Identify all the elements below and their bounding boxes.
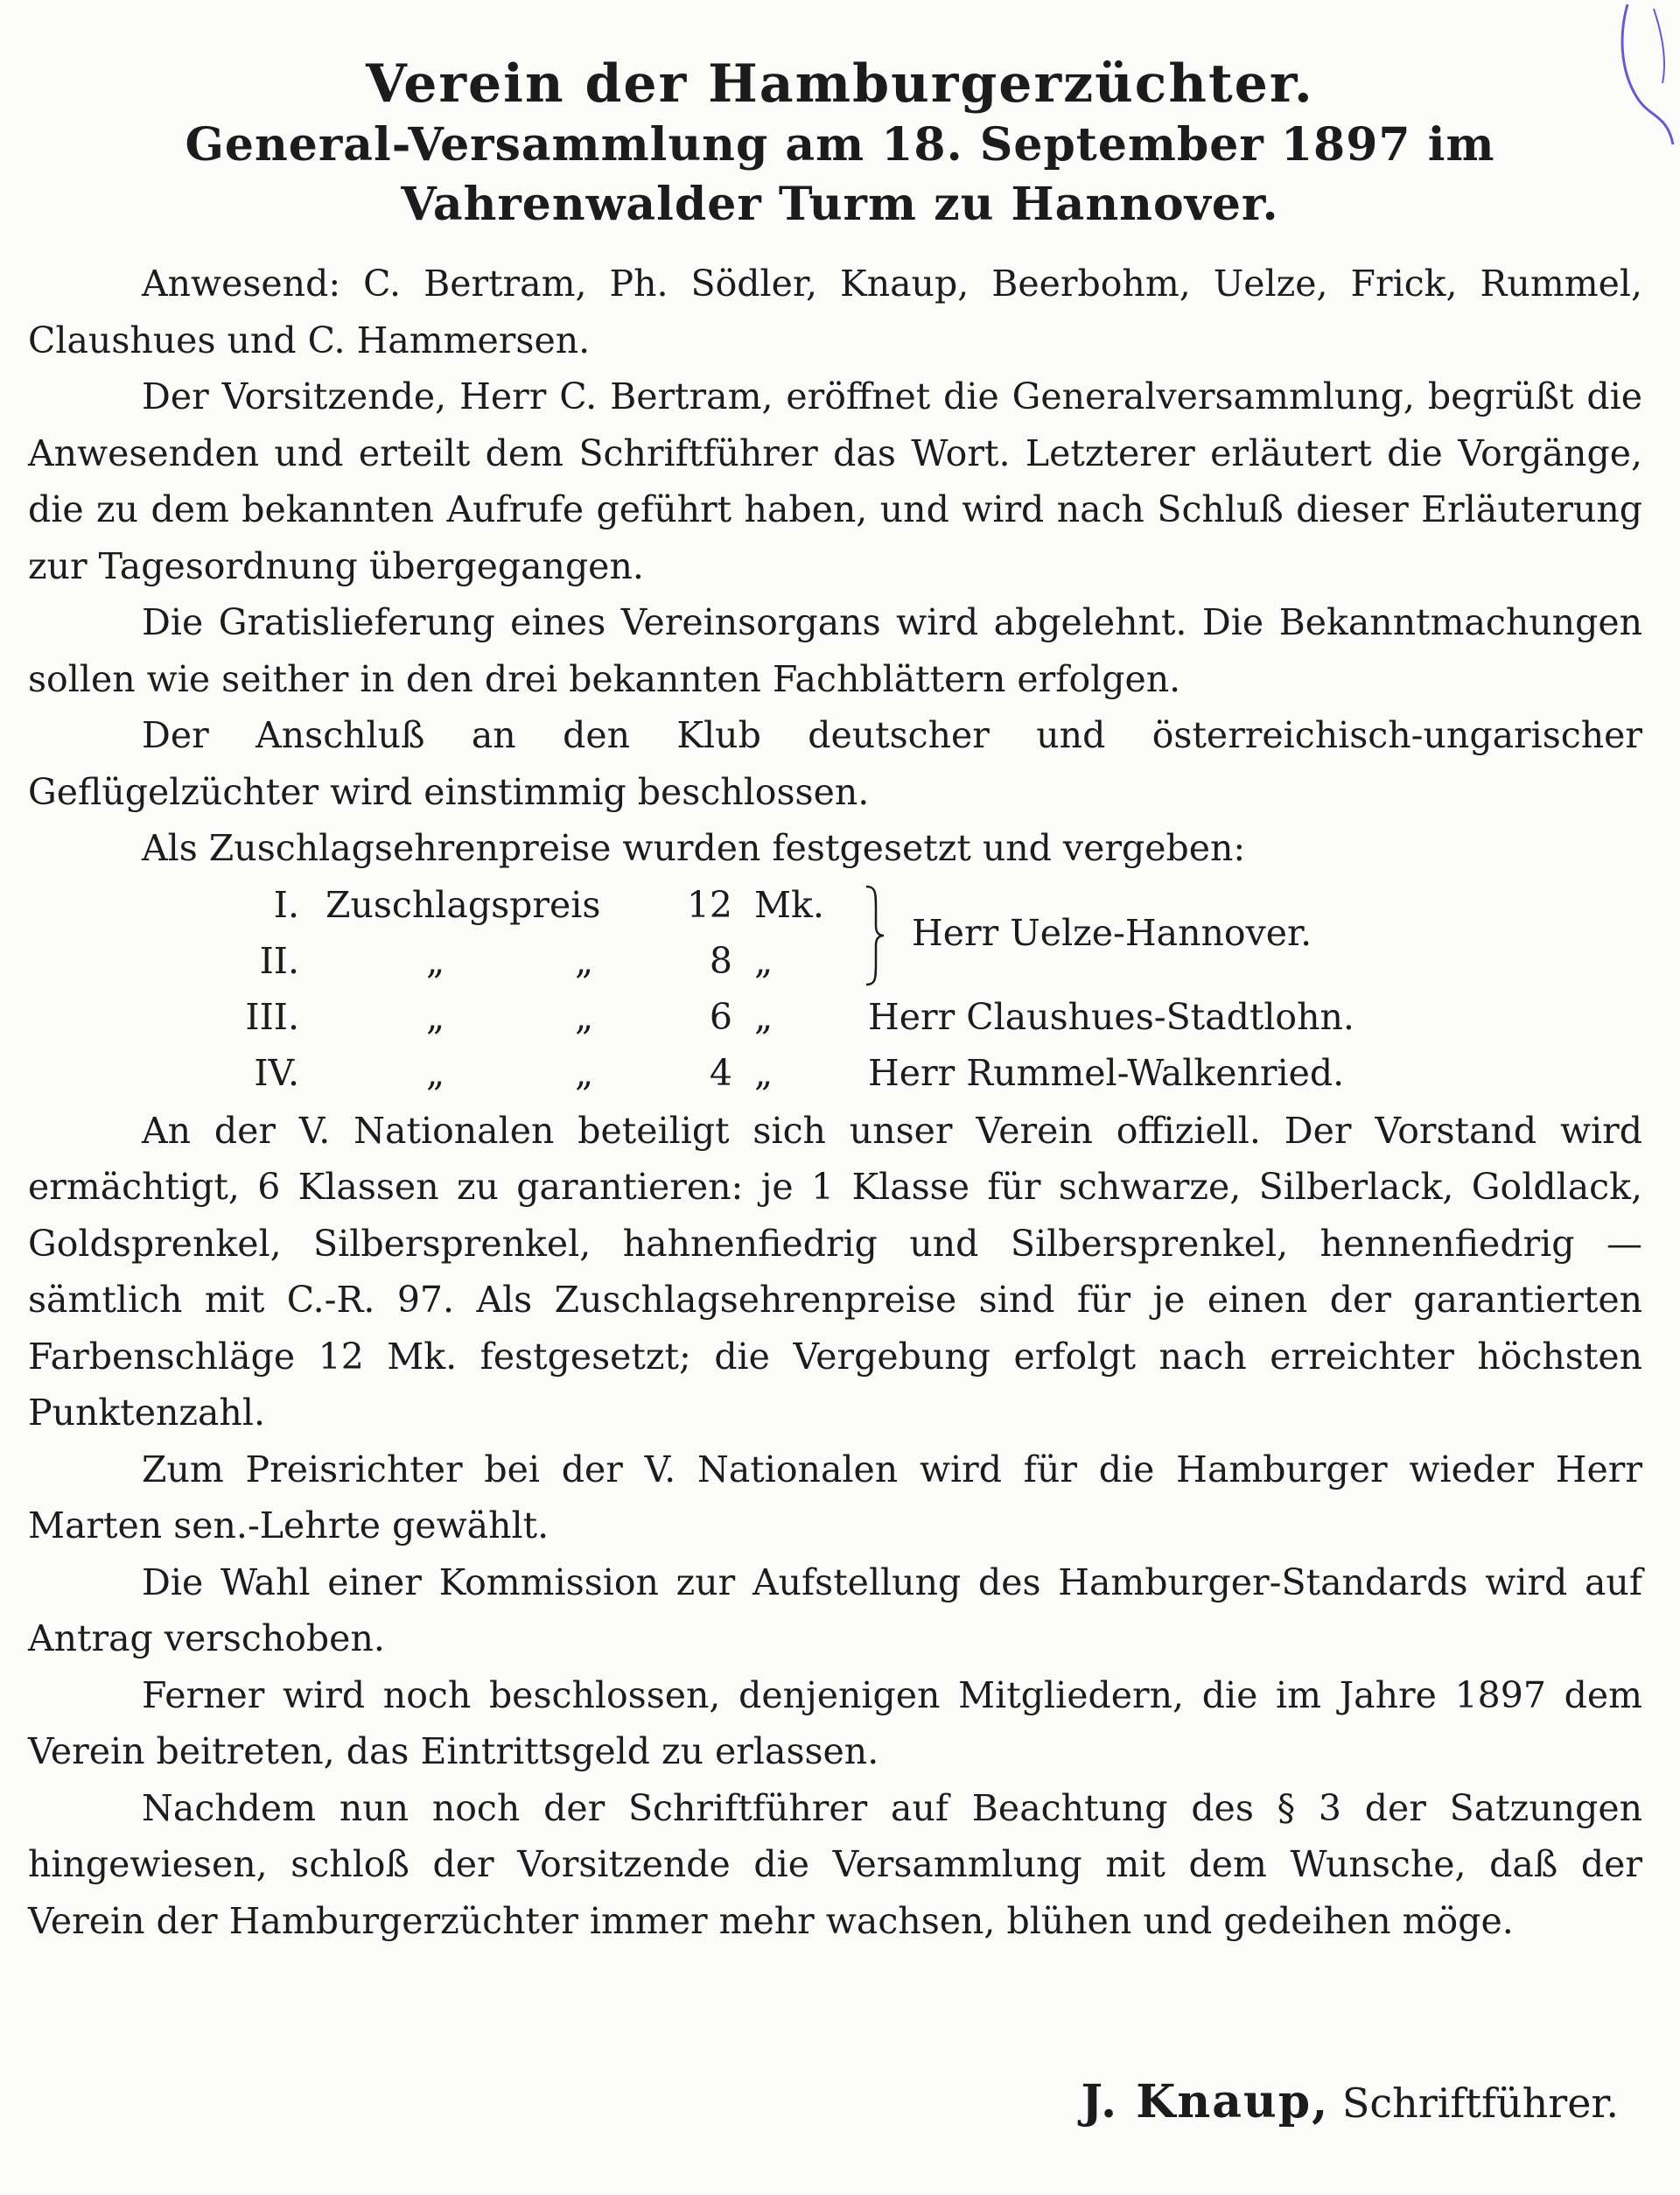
document-title: Verein der Hamburgerzüchter. <box>366 53 1314 115</box>
paragraph-club-join: Der Anschluß an den Klub deutscher und österreichisch-ungarischer Geflügelzüchter wird einstimmig beschlossen. <box>28 714 1642 813</box>
paragraph-attendance: Anwesend: C. Bertram, Ph. Södler, Knaup, Beerbohm, Uelze, Frick, Rummel, Claushues und C. Hammersen. <box>28 263 1642 361</box>
prize-ditto-mark: „ <box>575 995 594 1038</box>
document-body <box>28 256 1642 1949</box>
paragraph-opening: Der Vorsitzende, Herr C. Bertram, eröffnet die Generalversammlung, begrüßt die Anwesenden und erteilt dem Schriftführer das Wort. Letzterer erläutert die Vorgänge, die zu dem bekannten Aufrufe geführt haben, und wird nach Schluß dieser Erläuterung zur Tagesordnung übergegangen. <box>28 375 1642 587</box>
prize-number: III. <box>245 995 299 1038</box>
prize-row <box>28 1045 1642 1101</box>
prize-winner: Herr Uelze-Hannover. <box>912 911 1312 954</box>
prize-row <box>28 989 1642 1045</box>
paragraph-commission: Die Wahl einer Kommission zur Aufstellung des Hamburger-Standards wird auf Antrag verschoben. <box>28 1560 1642 1659</box>
prize-table <box>28 877 1642 1103</box>
signature-name: J. Knaup, <box>1081 2075 1330 2128</box>
prize-unit: „ <box>754 995 774 1038</box>
paragraph-judge: Zum Preisrichter bei der V. Nationalen wird für die Hamburger wieder Herr Marten sen.-Lehrte gewählt. <box>28 1448 1642 1546</box>
prize-label: Zuschlagspreis <box>326 883 601 926</box>
document-subtitle-line2: Vahrenwalder Turm zu Hannover. <box>401 178 1279 231</box>
prize-amount: 6 <box>709 995 732 1038</box>
prize-ditto-mark: „ <box>575 1051 594 1094</box>
paragraph-closing: Nachdem nun noch der Schriftführer auf Beachtung des § 3 der Satzungen hingewiesen, schloß der Vorsitzende die Versammlung mit dem Wunsche, daß der Verein der Hamburgerzüchter immer mehr wachsen, blühen und gedeihen möge. <box>28 1786 1642 1942</box>
prize-number: IV. <box>254 1051 299 1094</box>
document-subtitle-line1: General-Versammlung am 18. September 1897 im <box>185 118 1495 172</box>
prize-ditto-mark: „ <box>426 995 445 1038</box>
prize-ditto-mark: „ <box>426 1051 445 1094</box>
header-block <box>0 53 1680 235</box>
prize-ditto-mark: „ <box>575 939 594 982</box>
prize-amount: 12 <box>686 883 732 926</box>
prize-row <box>28 877 1642 933</box>
prize-ditto-mark: „ <box>426 939 445 982</box>
signature-role: Schriftführer. <box>1341 2079 1619 2127</box>
paragraph-entry-fee: Ferner wird noch beschlossen, denjenigen Mitgliedern, die im Jahre 1897 dem Verein beitreten, das Eintrittsgeld zu erlassen. <box>28 1673 1642 1772</box>
prize-unit: Mk. <box>754 883 824 926</box>
prize-number: I. <box>273 883 299 926</box>
prize-amount: 8 <box>709 939 732 982</box>
paragraph-prizes-intro: Als Zuschlagsehrenpreise wurden festgesetzt und vergeben: <box>142 827 1246 869</box>
prize-winner: Herr Claushues-Stadtlohn. <box>868 995 1354 1038</box>
prize-winner: Herr Rummel-Walkenried. <box>868 1051 1345 1094</box>
prize-row <box>28 911 1642 989</box>
paragraph-national: An der V. Nationalen beteiligt sich unser Verein offiziell. Der Vorstand wird ermächtigt, 6 Klassen zu garantieren: je 1 Klasse für schwarze, Silberlack, Goldlack, Goldsprenkel, Silbersprenkel, hahnenfiedrig und Silbersprenkel, hennenfiedrig — sämtlich mit C.-R. 97. Als Zuschlagsehrenpreise sind für je einen der garantierten Farbenschläge 12 Mk. festgesetzt; die Vergebung erfolgt nach erreichter höchsten Punktenzahl. <box>28 1109 1642 1434</box>
prize-amount: 4 <box>709 1051 732 1094</box>
prize-number: II. <box>259 939 299 982</box>
prize-unit: „ <box>754 1051 774 1094</box>
signature <box>954 2074 1619 2131</box>
prize-unit: „ <box>754 939 774 982</box>
paragraph-free-delivery: Die Gratislieferung eines Vereinsorgans wird abgelehnt. Die Bekanntmachungen sollen wie seither in den drei bekannten Fachblättern erfolgen. <box>28 601 1642 700</box>
